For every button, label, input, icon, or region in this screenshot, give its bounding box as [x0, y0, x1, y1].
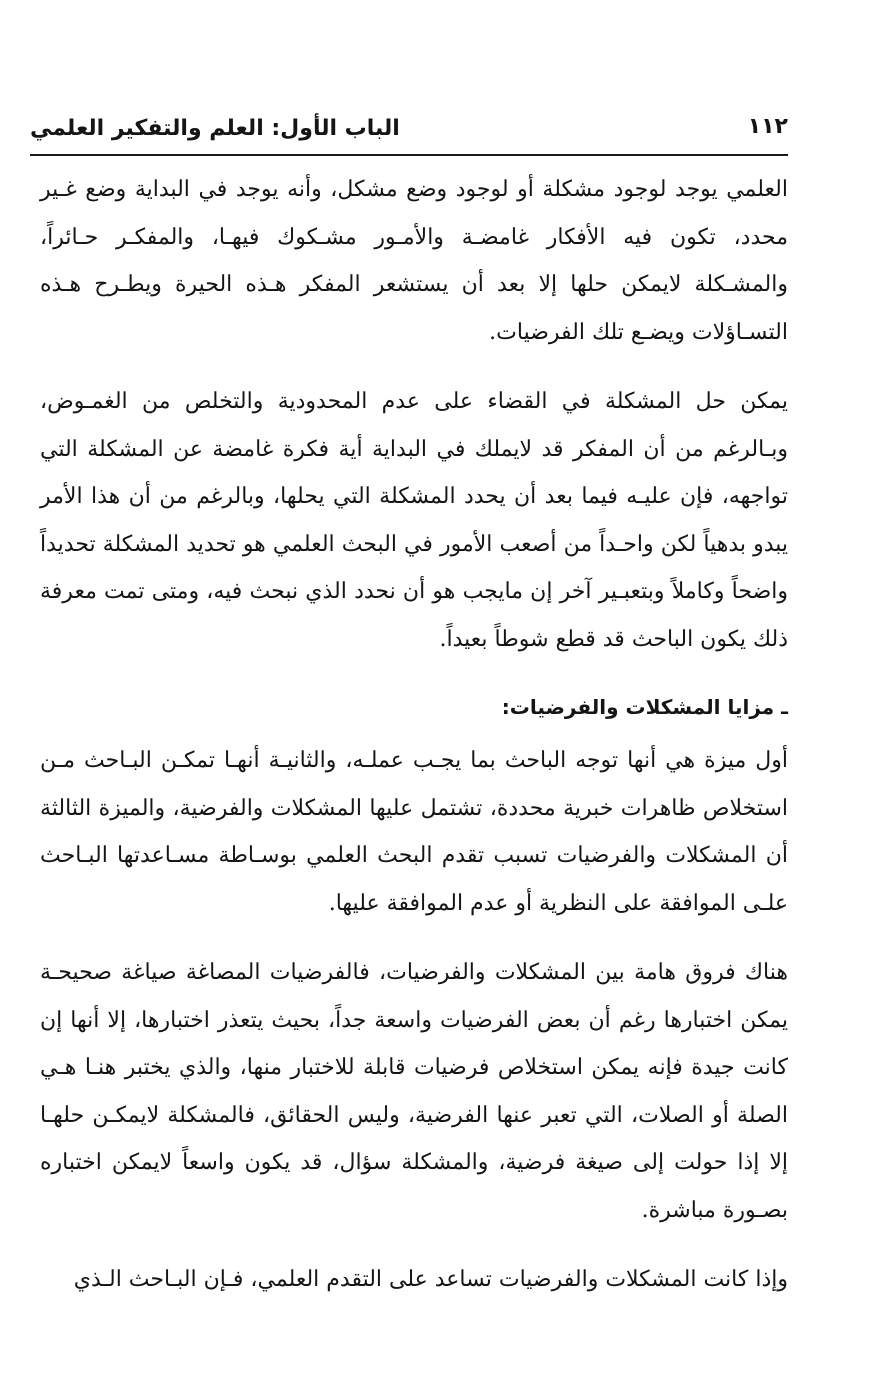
- paragraph-1: العلمي يوجد لوجود مشكلة أو لوجود وضع مشكل، وأنه يوجد في البداية وضع غـير محدد، تكون فيه الأفكار غامضـة والأمـور مشـكوك فيهـا، والمفكـر حـائراً، والمشـكلة لايمكن حلها إلا بعد أن يستشعر المفكر هـذه الحيرة ويطـرح هـذه التسـاؤلات ويضـع تلك الفرضيات.: [40, 177, 788, 345]
- paragraph-3: أول ميزة هي أنها توجه الباحث بما يجـب عملـه، والثانيـة أنهـا تمكـن البـاحث مـن استخلاص ظاهرات خبرية محددة، تشتمل عليها المشكلات والفرضية، والميزة الثالثة أن المشكلات والفرضيات تسبب تقدم البحث العلمي بوسـاطة مسـاعدتها البـاحث علـى الموافقة على النظرية أو عدم الموافقة عليها.: [40, 748, 789, 916]
- body-text: [40, 166, 788, 1326]
- page-number: ١١٢: [747, 114, 788, 139]
- paragraph-2: يمكن حل المشكلة في القضاء على عدم المحدودية والتخلص من الغمـوض، وبـالرغم من أن المفكر قد لايملك في البداية أية فكرة غامضة عن المشكلة التي تواجهه، فإن عليـه فيما بعد أن يحدد المشكلة التي يحلها، وبالرغم من أن هذا الأمر يبدو بدهياً لكن واحـداً من أصعب الأمور في البحث العلمي هو تحديد المشكلة تحديداً واضحاً وكاملاً وبتعبـير آخر إن مايجب هو أن نحدد الذي نبحث فيه، ومتى تمت معرفة ذلك يكون الباحث قد قطع شوطاً بعيداً.: [40, 389, 788, 652]
- chapter-title: الباب الأول: العلم والتفكير العلمي: [30, 116, 400, 141]
- paragraph-5: وإذا كانت المشكلات والفرضيات تساعد على التقدم العلمي، فـإن البـاحث الـذي: [73, 1267, 788, 1292]
- paragraph-4: هناك فروق هامة بين المشكلات والفرضيات، فالفرضيات المصاغة صياغة صحيحـة يمكن اختبارها رغم أن بعض الفرضيات واسعة جداً، بحيث يتعذر اختبارها، إلا أنها إن كانت جيدة فإنه يمكن استخلاص فرضيات قابلة للاختبار منها، والذي يختبر هنـا هـي الصلة أو الصلات، التي تعبر عنها الفرضية، وليس الحقائق، فالمشكلة لايمكـن حلهـا إلا إذا حولت إلى صيغة فرضية، والمشكلة سؤال، قد يكون واسعاً لايمكن اختباره بصـورة مباشرة.: [40, 960, 788, 1223]
- running-header: [30, 112, 788, 156]
- section-heading: ـ مزايا المشكلات والفرضيات:: [501, 695, 788, 719]
